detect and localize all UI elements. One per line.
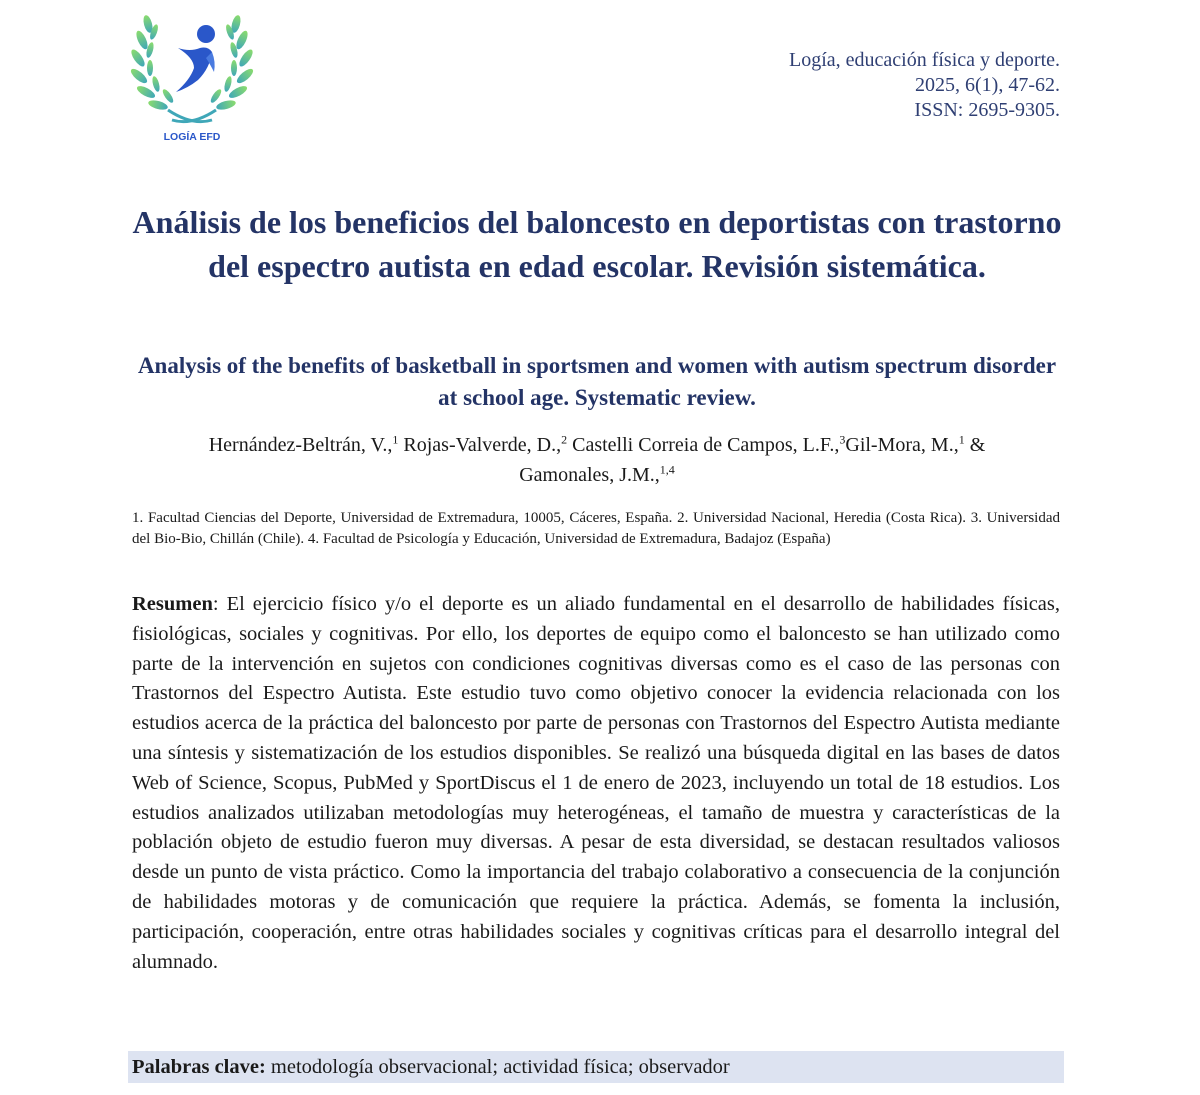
author-name: Hernández-Beltrán, V., [208, 434, 393, 456]
logo-text: LOGÍA EFD [163, 131, 221, 143]
title-english: Analysis of the benefits of basketball in sportsmen and women with autism spectrum disorder at school age. Systematic review. [137, 353, 1057, 410]
author-affiliation-number: 1,4 [659, 462, 675, 477]
journal-name: Logía, educación física y deporte. [789, 49, 1060, 71]
affiliations: 1. Facultad Ciencias del Deporte, Universidad de Extremadura, 10005, Cáceres, España. 2. Universidad Nacional, Heredia (Costa Rica). 3. Universidad del Bio-Bio, Chillán (Chile). 4. Facultad de Psicología y Educación, Universidad de Extremadura, Badajoz (España) [132, 510, 1060, 547]
keywords-label: Palabras clave: [132, 1056, 266, 1078]
author-list [130, 430, 1064, 490]
keywords-box [128, 1051, 1064, 1083]
journal-info [789, 48, 1060, 123]
abstract [132, 590, 1060, 977]
author-affiliation-number: 1 [958, 432, 965, 447]
abstract-text: : El ejercicio físico y/o el deporte es un aliado fundamental en el desarrollo de habilidades físicas, fisiológicas, sociales y cognitivas. Por ello, los deportes de equipo como el baloncesto se han utilizado como parte de la intervención en sujetos con condiciones cognitivas diversas como es el caso de las personas con Trastornos del Espectro Autista. Este estudio tuvo como objetivo conocer la evidencia relacionada con los estudios acerca de la práctica del baloncesto por parte de personas con Trastornos del Espectro Autista mediante una síntesis y sistematización de los estudios disponibles. Se realizó una búsqueda digital en las bases de datos Web of Science, Scopus, PubMed y SportDiscus el 1 de enero de 2023, incluyendo un total de 18 estudios. Los estudios analizados utilizaban metodologías muy heterogéneas, el tamaño de muestra y características de la población objeto de estudio fueron muy diversas. A pesar de esta diversidad, se destacan resultados valiosos desde un punto de vista práctico. Como la importancia del trabajo colaborativo a consecuencia de la conjunción de habilidades motoras y de comunicación que requiere la práctica. Además, se fomenta la inclusión, participación, cooperación, entre otras habilidades sociales y cognitivas críticas para el desarrollo integral del alumnado. [132, 593, 1060, 973]
journal-logo [128, 6, 256, 148]
keywords-text: metodología observacional; actividad física; observador [265, 1056, 730, 1078]
laurel-icon [128, 6, 256, 148]
author-affiliation-number: 1 [392, 432, 399, 447]
author-affiliation-number: 3 [839, 432, 846, 447]
author-name: Castelli Correia de Campos, L.F., [572, 434, 840, 456]
author-ampersand: & [969, 434, 986, 456]
figure-head-icon [197, 25, 215, 43]
journal-volume: 2025, 6(1), 47-62. [915, 74, 1060, 96]
journal-issn: ISSN: 2695-9305. [914, 99, 1060, 121]
author-name: Rojas-Valverde, D., [403, 434, 562, 456]
author-affiliation-number: 2 [561, 432, 568, 447]
abstract-label: Resumen [132, 593, 213, 615]
author-name: Gamonales, J.M., [519, 464, 660, 486]
author-name: Gil-Mora, M., [845, 434, 959, 456]
title-spanish: Análisis de los beneficios del baloncesto en deportistas con trastorno del espectro autista en edad escolar. Revisión sistemática. [132, 204, 1062, 284]
